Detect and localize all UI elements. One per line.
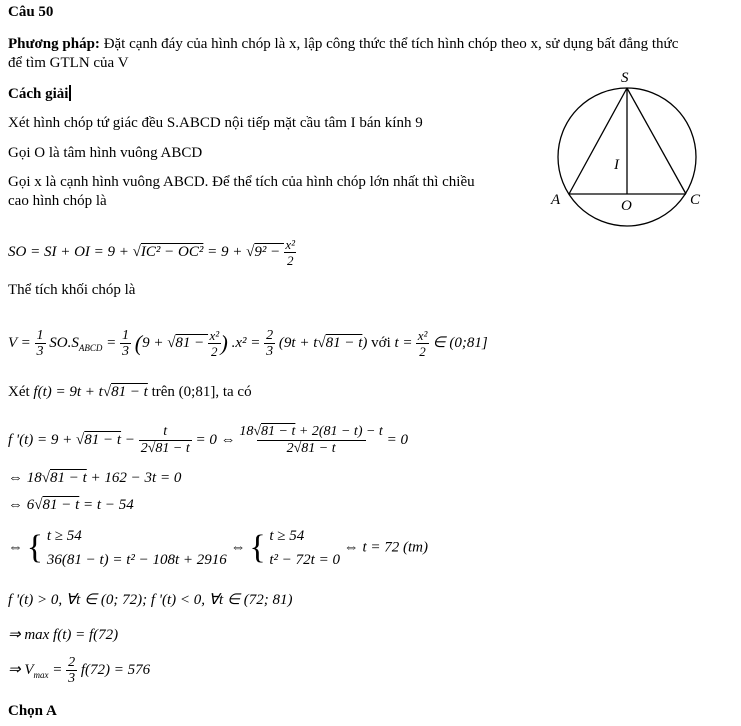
paragraph-1: Xét hình chóp tứ giác đều S.ABCD nội tiếp mặt cầu tâm I bán kính 9 [8,115,423,131]
paragraph-3b: cao hình chóp là [8,193,107,209]
system-equations: ⇔ { t ≥ 54 36(81 − t) = t² − 108t + 2916 ⇔ { t ≥ 54 t² − 72t = 0 ⇔ t = 72 (tm) [8,528,428,568]
vmax-line: ⇒ $V_{max} = \frac{2}{3} f(72) = 576$ [8,655,151,686]
volume-formula: $V = \frac{1}{3} SO.S_{ABCD} = \frac{1}{3} (9 + √81 - \frac{\text{x²}}{2}) .x^2 = \frac{2}{3} (9t + t√81 - t)$ với $t = \frac{\text{x²}}{2}$ ∈ (0;81] [8,328,488,359]
equation-line-b: ⇔ 6√81 − t = t − 54 [8,497,134,513]
edge-SA [569,88,627,194]
method-text: Đặt cạnh đáy của hình chóp là x, lập công thức thể tích hình chóp theo x, sử dụng bất đẳng thức [103,36,679,52]
label-A: A [551,192,561,208]
derivative-equation: f '$(t) = 9 + √81 - t - \frac{t}{2√81 - t} = 0$ ⇔ $\frac{18√81 - t + 2(81 - t) - t}{2√81 - t} = 0$ [8,424,408,456]
sign-line: f '(t) > 0, ∀t ∈ (0; 72); f '(t) < 0, ∀t ∈ (72; 81) [8,592,293,608]
method-line-2: để tìm GTLN của V [8,55,129,71]
label-C: C [690,192,701,208]
so-equation: SO = SI + OI = $9 + √IC^2 - OC^2 = 9 + √9^2 - \frac{\text{x²}}{2}$ [8,237,296,268]
answer-choice: Chọn A [8,703,57,719]
method-label: Phương pháp: [8,36,100,52]
question-number: Câu 50 [8,4,54,20]
edge-SC [627,88,686,194]
paragraph-3a: Gọi x là cạnh hình vuông ABCD. Để thể tích của hình chóp lớn nhất thì chiều [8,174,475,190]
max-line: ⇒ max f(t) = f(72) [8,627,119,643]
solution-label: Cách giải [8,85,71,103]
paragraph-4: Thể tích khối chóp là [8,282,136,298]
label-O: O [621,198,632,214]
equation-line-a: ⇔ 18√81 − t + 162 − 3t = 0 [8,470,182,486]
label-I: I [614,157,619,173]
paragraph-2: Gọi O là tâm hình vuông ABCD [8,145,203,161]
label-S: S [621,70,629,86]
consider-function-line: Xét f(t) = 9t + t√81 − t trên (0;81], ta có [8,384,252,400]
